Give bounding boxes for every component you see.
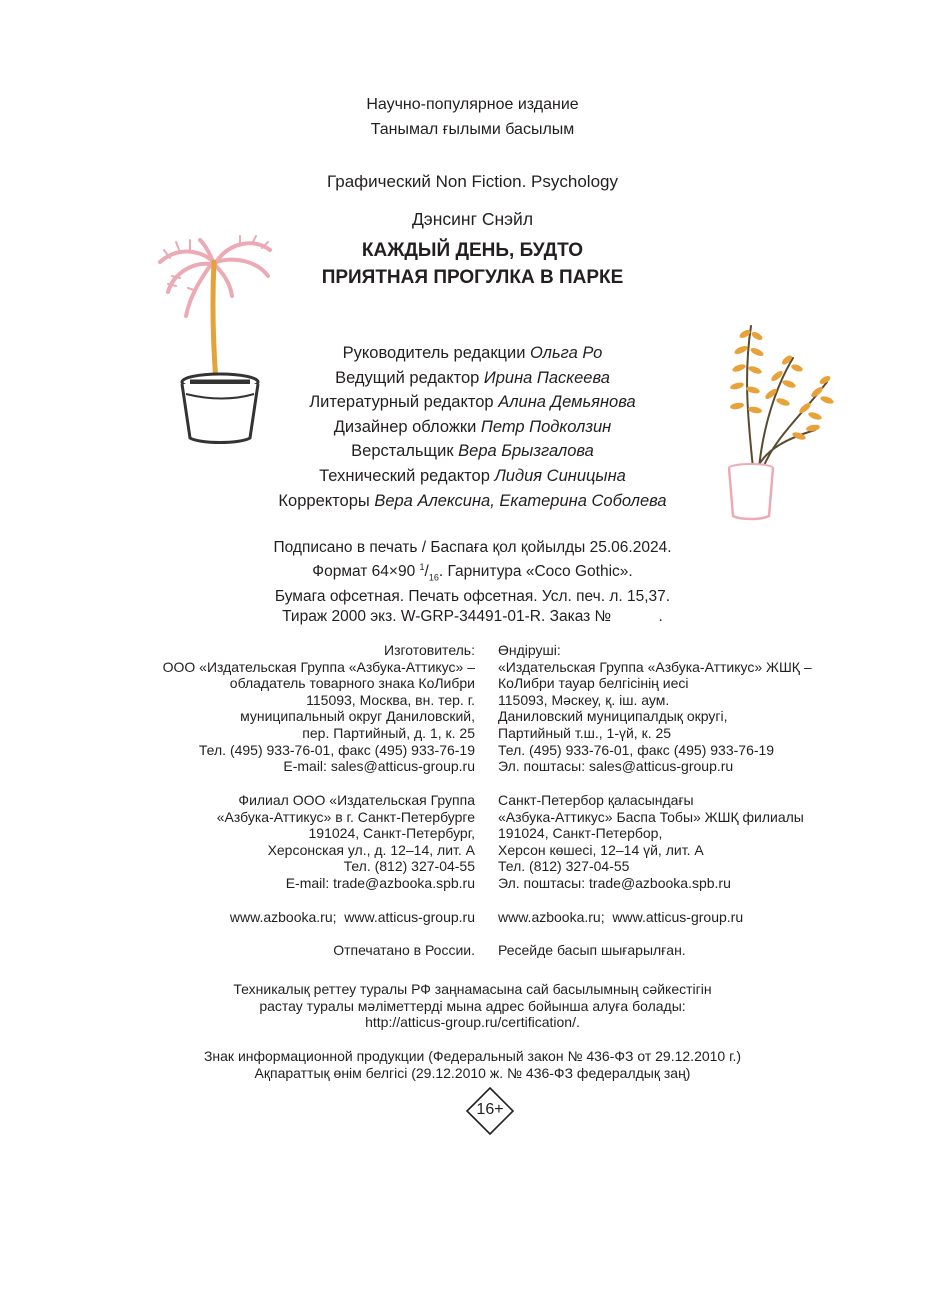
info-sign-note [0, 1048, 945, 1081]
text-line: «Издательская Группа «Азбука-Аттикус» ЖШҚ – [498, 658, 812, 675]
text-line: 115093, Мәскеу, қ. іш. аум. [498, 691, 670, 708]
websites-kz: www.azbooka.ru; www.atticus-group.ru [498, 909, 744, 925]
print-format: Формат 64×90 $^1/_{16}$. Гарнитура «Coco Gothic». [312, 561, 633, 582]
edition-ru: Научно-популярное издание [366, 96, 579, 113]
staff-role: Верстальщик [351, 442, 454, 461]
print-paper: Бумага офсетная. Печать офсетная. Усл. печ. л. 15,37. [274, 588, 671, 606]
text-line: 191024, Санкт-Петербор, [498, 825, 663, 842]
branch-ru [217, 792, 475, 892]
age-rating-text: 16+ [476, 1101, 504, 1118]
orange-leaf-plant-icon [715, 318, 845, 524]
text-line: Тел. (812) 327-04-55 [498, 858, 630, 875]
text-line: Эл. поштасы: trade@azbooka.spb.ru [498, 874, 731, 891]
text-line: 115093, Москва, вн. тер. г. [306, 691, 475, 708]
staff-role: Руководитель редакции [342, 344, 526, 362]
series-line: Графический Non Fiction. Psychology [327, 172, 618, 191]
text-line: Ақпараттық өнім белгісі (29.12.2010 ж. № 436-ФЗ федералдық заң) [254, 1064, 691, 1081]
manufacturer-ru [163, 642, 475, 775]
websites-ru: www.azbooka.ru; www.atticus-group.ru [229, 909, 475, 925]
text-line: Санкт-Петербор қаласындағы [498, 792, 694, 808]
certification-note [0, 981, 945, 1031]
staff-name: Вера Брызгалова [458, 442, 594, 461]
text-line: Тел. (812) 327-04-55 [343, 858, 475, 875]
staff-role: Литературный редактор [309, 393, 494, 412]
text-line: E-mail: trade@azbooka.spb.ru [285, 874, 475, 891]
printed-ru: Отпечатано в России. [333, 942, 475, 958]
text-line: Изготовитель: [384, 642, 475, 658]
manufacturer-kz [498, 642, 812, 775]
print-signed: Подписано в печать / Баспаға қол қойылды 25.06.2024. [273, 539, 672, 556]
zz-plant-illustration [715, 318, 845, 524]
book-title-line1: КАЖДЫЙ ДЕНЬ, БУДТО [361, 240, 584, 261]
edition-kz: Танымал ғылыми басылым [370, 121, 575, 138]
text-line: «Азбука-Аттикус» Баспа Тобы» ЖШҚ филиалы [498, 808, 804, 825]
text-line: пер. Партийный, д. 1, к. 25 [302, 724, 475, 741]
author: Дэнсинг Снэйл [411, 209, 534, 229]
text-line: Херсонская ул., д. 12–14, лит. А [267, 841, 475, 858]
pink-palm-plant-icon [150, 232, 290, 448]
age-rating-badge [465, 1086, 515, 1136]
email-ru: E-mail: sales@atticus-group.ru [283, 758, 475, 775]
text-line: Техникалық реттеу туралы РФ заңнамасына сай басылымның сәйкестігін [233, 981, 712, 997]
text-line: обладатель товарного знака КоЛибри [229, 675, 475, 692]
printed-kz: Ресейде басып шығарылған. [498, 942, 686, 958]
text-line: Өндіруші: [498, 642, 561, 658]
book-title-line2: ПРИЯТНАЯ ПРОГУЛКА В ПАРКЕ [321, 267, 624, 288]
text-line: Херсон көшесі, 12–14 үй, лит. А [498, 841, 704, 858]
text-line: Партийный т.ш., 1-үй, к. 25 [498, 724, 672, 741]
text-line: растау туралы мәліметтерді мына адрес бойынша алуға болады: [259, 997, 686, 1014]
staff-name: Алина Демьянова [498, 393, 636, 412]
branch-kz [498, 792, 804, 892]
staff-role: Корректоры [278, 491, 370, 510]
text-line: 191024, Санкт-Петербург, [308, 825, 475, 842]
text-line: Тел. (495) 933-76-01, факс (495) 933-76-19 [198, 741, 475, 758]
text-line: Даниловский муниципалдық округі, [498, 708, 728, 725]
staff-role: Дизайнер обложки [333, 417, 477, 436]
print-run: Тираж 2000 экз. W-GRP-34491-01-R. Заказ № . [282, 607, 663, 625]
staff-name: Ирина Паскеева [483, 368, 610, 387]
staff-role: Технический редактор [319, 466, 490, 485]
text-line: ООО «Издательская Группа «Азбука-Аттикус» – [162, 658, 475, 675]
staff-name: Вера Алексина, Екатерина Соболева [374, 491, 667, 510]
print-info [0, 538, 945, 626]
palm-plant-illustration [150, 232, 290, 448]
text-line: Филиал ООО «Издательская Группа [238, 792, 475, 808]
text-line: КоЛибри тауар белгісінің иесі [498, 675, 689, 692]
text-line: «Азбука-Аттикус» в г. Санкт-Петербурге [216, 808, 475, 825]
staff-role: Ведущий редактор [335, 368, 480, 387]
staff-name: Лидия Синицына [494, 466, 626, 485]
text-line: муниципальный округ Даниловский, [240, 708, 475, 725]
staff-name: Ольга Ро [530, 344, 603, 362]
text-line: Тел. (495) 933-76-01, факс (495) 933-76-19 [498, 741, 775, 758]
certification-url: http://atticus-group.ru/certification/. [365, 1014, 580, 1031]
email-kz: Эл. поштасы: sales@atticus-group.ru [498, 758, 734, 775]
staff-name: Петр Подколзин [480, 417, 612, 436]
text-line: Знак информационной продукции (Федеральный закон № 436-ФЗ от 29.12.2010 г.) [203, 1048, 742, 1064]
